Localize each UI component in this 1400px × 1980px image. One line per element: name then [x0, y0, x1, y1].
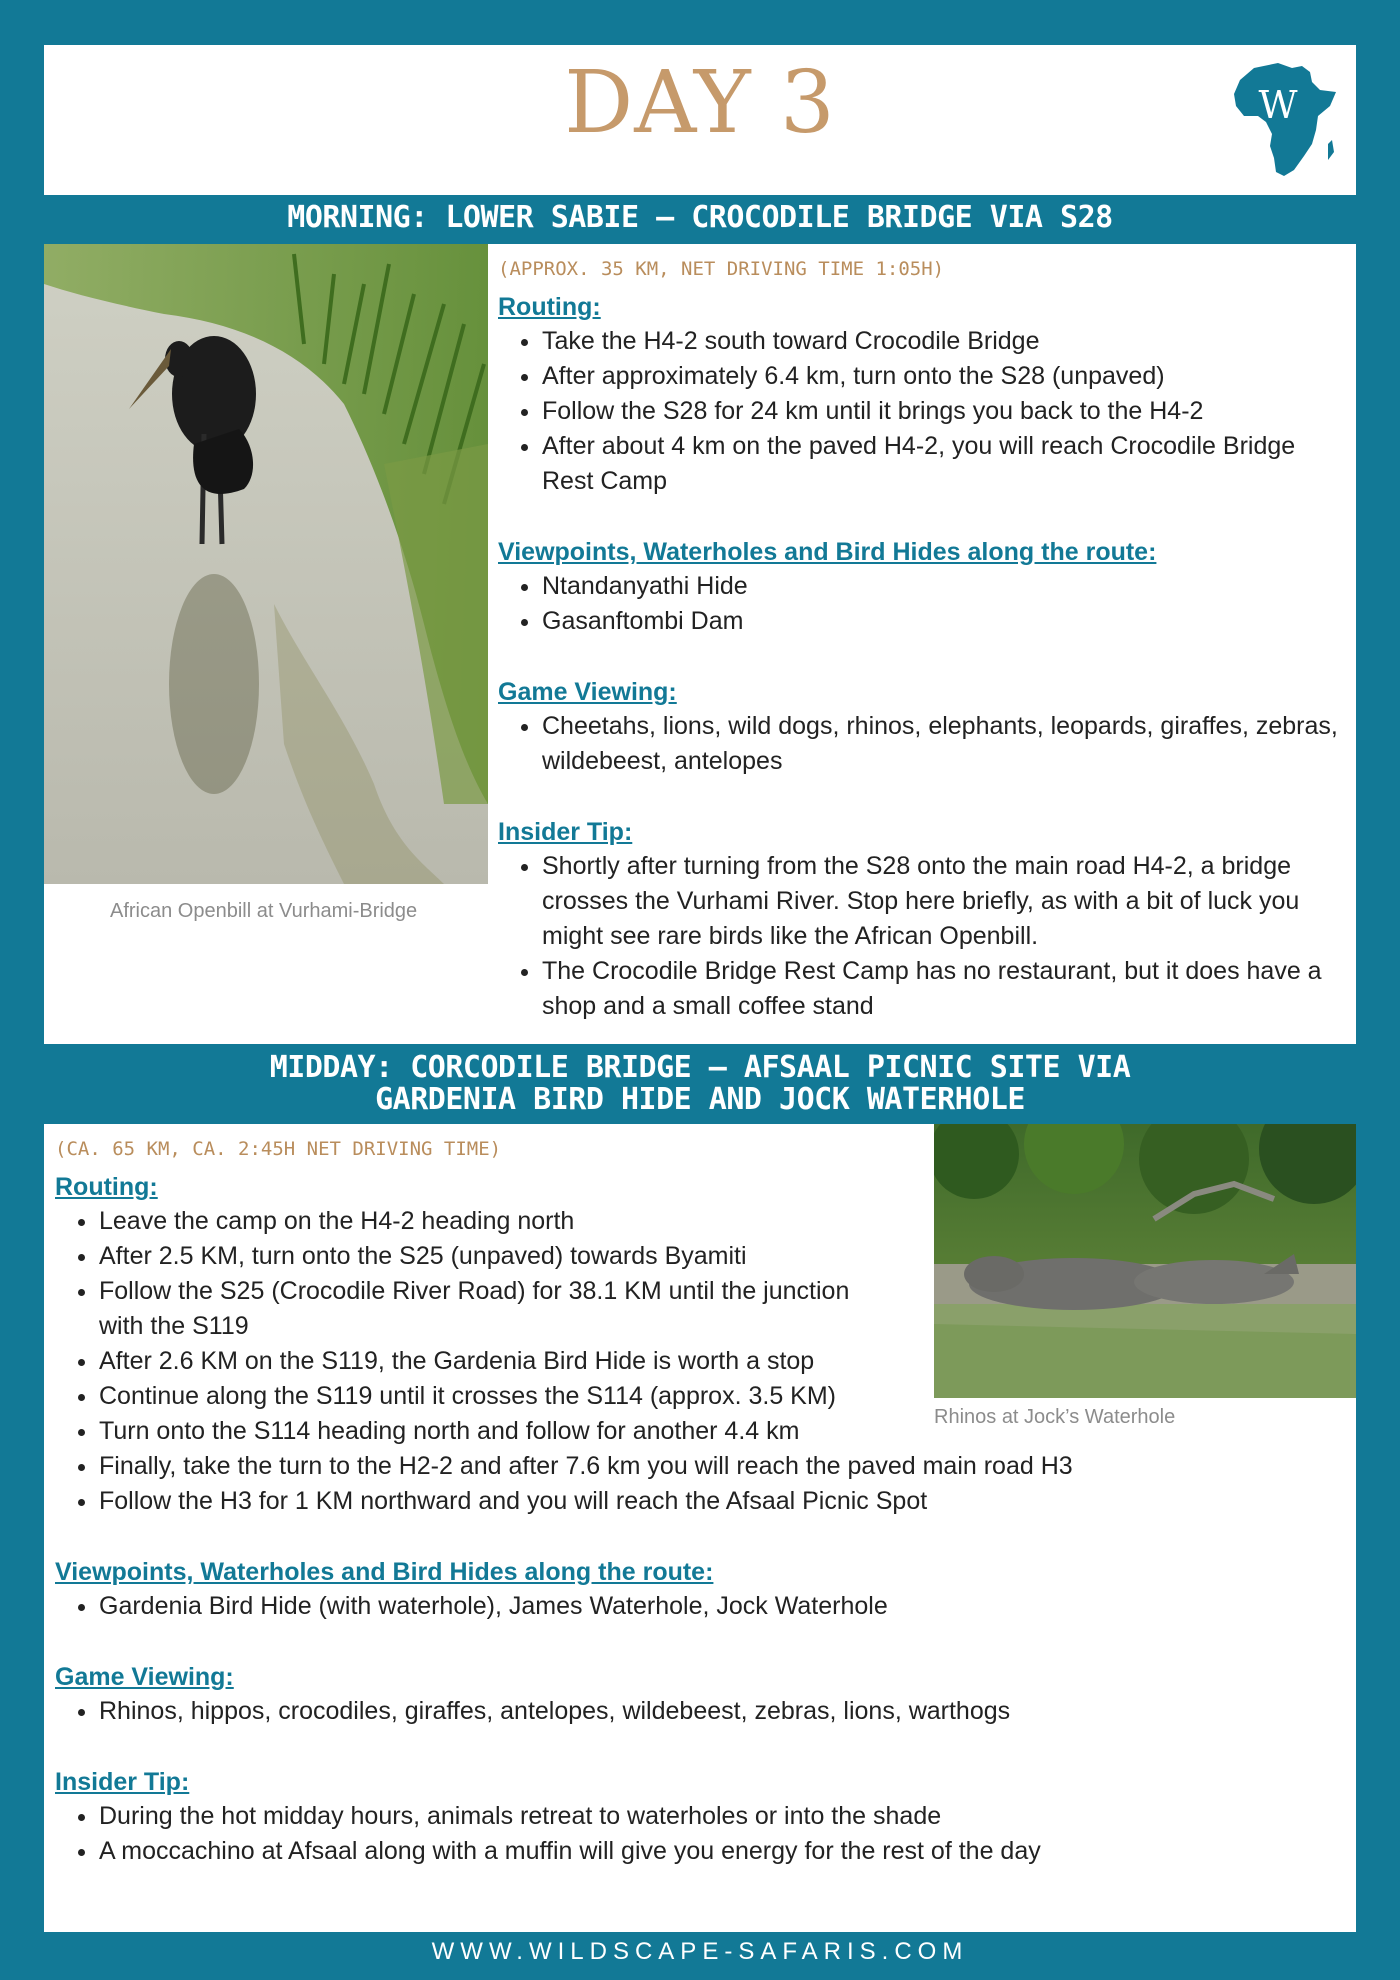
- morning-game-list: [498, 709, 1338, 779]
- list-item: • Leave the camp on the H4-2 heading north: [99, 1204, 929, 1239]
- list-item: • Follow the H3 for 1 KM northward and you will reach the Afsaal Picnic Spot: [99, 1484, 1345, 1519]
- midday-title-line-1: MIDDAY: CORCODILE BRIDGE – AFSAAL PICNIC SITE VIA: [269, 1050, 1131, 1085]
- list-item: • Finally, take the turn to the H2-2 and after 7.6 km you will reach the paved main road H3: [99, 1449, 1345, 1484]
- morning-content: [498, 256, 1338, 1024]
- midday-photo-caption: Rhinos at Jock’s Waterhole: [934, 1406, 1176, 1428]
- list-item: • Follow the S28 for 24 km until it brings you back to the H4-2: [542, 394, 1338, 429]
- morning-tips-list: [498, 849, 1338, 1024]
- morning-section-title: MORNING: LOWER SABIE – CROCODILE BRIDGE VIA S28: [287, 200, 1113, 235]
- page-title: DAY 3: [564, 53, 836, 153]
- morning-tip-heading: Insider Tip:: [498, 818, 633, 846]
- list-item: • Turn onto the S114 heading north and follow for another 4.4 km: [99, 1414, 939, 1449]
- list-item: • Follow the S25 (Crocodile River Road) for 38.1 KM until the junction with the S119: [99, 1274, 889, 1344]
- logo-letter: W: [1258, 83, 1298, 127]
- morning-photo: [44, 244, 488, 884]
- list-item: • Shortly after turning from the S28 onto the main road H4-2, a bridge crosses the Vurhami River. Stop here briefly, as with a bit of luck you might see rare birds like the African Openbill.: [542, 849, 1338, 954]
- midday-viewpoints-list: [55, 1589, 1345, 1624]
- list-item: • After approximately 6.4 km, turn onto the S28 (unpaved): [542, 359, 1338, 394]
- morning-game-heading: Game Viewing:: [498, 678, 677, 706]
- list-item: • After about 4 km on the paved H4-2, you will reach Crocodile Bridge Rest Camp: [542, 429, 1338, 499]
- midday-routing-heading: Routing:: [55, 1173, 158, 1201]
- list-item: • During the hot midday hours, animals retreat to waterholes or into the shade: [99, 1799, 1345, 1834]
- list-item: • Cheetahs, lions, wild dogs, rhinos, elephants, leopards, giraffes, zebras, wildebeest, antelopes: [542, 709, 1338, 779]
- morning-viewpoints-list: [498, 569, 1338, 639]
- morning-photo-caption: African Openbill at Vurhami-Bridge: [110, 900, 418, 922]
- midday-section-title: [44, 1052, 1356, 1116]
- morning-viewpoints-heading: Viewpoints, Waterholes and Bird Hides along the route:: [498, 538, 1157, 566]
- morning-routing-heading: Routing:: [498, 293, 601, 321]
- list-item: • Ntandanyathi Hide: [542, 569, 1338, 604]
- morning-distance: (APPROX. 35 KM, NET DRIVING TIME 1:05H): [498, 258, 945, 280]
- midday-game-heading: Game Viewing:: [55, 1663, 234, 1691]
- list-item: • Rhinos, hippos, crocodiles, giraffes, antelopes, wildebeest, zebras, lions, warthogs: [99, 1694, 1345, 1729]
- list-item: • The Crocodile Bridge Rest Camp has no restaurant, but it does have a shop and a small coffee stand: [542, 954, 1338, 1024]
- midday-tips-list: [55, 1799, 1345, 1869]
- list-item: • Gasanftombi Dam: [542, 604, 1338, 639]
- midday-content: [55, 1136, 1345, 1869]
- list-item: • A moccachino at Afsaal along with a muffin will give you energy for the rest of the day: [99, 1834, 1345, 1869]
- website-link[interactable]: WWW.WILDSCAPE-SAFARIS.COM: [431, 1938, 969, 1965]
- list-item: • Take the H4-2 south toward Crocodile Bridge: [542, 324, 1338, 359]
- midday-title-line-2: GARDENIA BIRD HIDE AND JOCK WATERHOLE: [375, 1082, 1025, 1117]
- midday-distance: (CA. 65 KM, CA. 2:45H NET DRIVING TIME): [55, 1138, 502, 1160]
- morning-routing-list: [498, 324, 1338, 499]
- list-item: • After 2.6 KM on the S119, the Gardenia Bird Hide is worth a stop: [99, 1344, 929, 1379]
- midday-tip-heading: Insider Tip:: [55, 1768, 190, 1796]
- list-item: • Continue along the S119 until it crosses the S114 (approx. 3.5 KM): [99, 1379, 939, 1414]
- midday-routing-list: [55, 1204, 1345, 1519]
- midday-game-list: [55, 1694, 1345, 1729]
- africa-map-logo-icon: [1232, 60, 1342, 182]
- list-item: • Gardenia Bird Hide (with waterhole), James Waterhole, Jock Waterhole: [99, 1589, 1345, 1624]
- midday-viewpoints-heading: Viewpoints, Waterholes and Bird Hides along the route:: [55, 1558, 714, 1586]
- list-item: • After 2.5 KM, turn onto the S25 (unpaved) towards Byamiti: [99, 1239, 929, 1274]
